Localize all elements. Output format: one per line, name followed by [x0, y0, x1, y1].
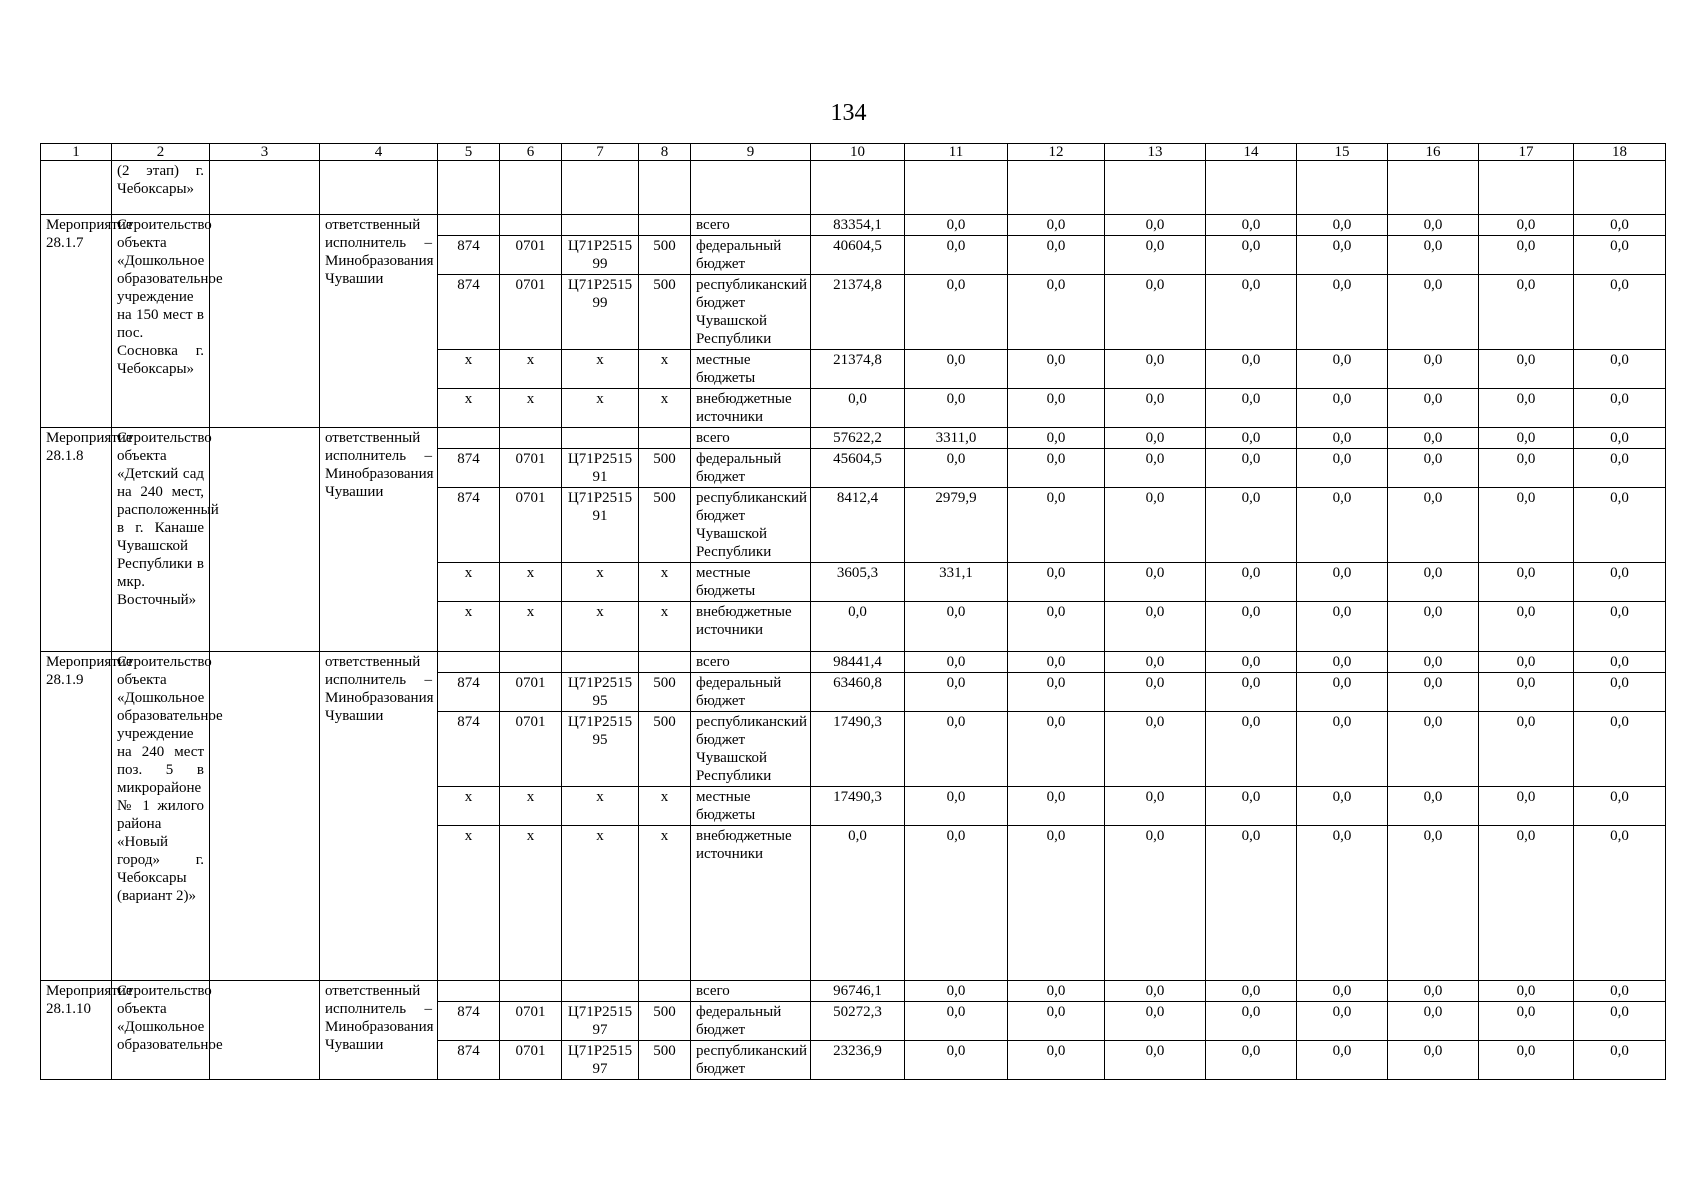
value-col-17: 0,0	[1479, 602, 1574, 652]
value-col-14: 0,0	[1206, 563, 1297, 602]
value-col-18: 0,0	[1574, 787, 1666, 826]
measure-col3	[210, 981, 320, 1080]
value-col-12: 0,0	[1008, 563, 1105, 602]
measure-col3	[210, 428, 320, 652]
column-header-15: 15	[1297, 144, 1388, 161]
value-col-15: 0,0	[1297, 981, 1388, 1002]
value-col-15: 0,0	[1297, 275, 1388, 350]
value-col-18: 0,0	[1574, 563, 1666, 602]
value-col-12: 0,0	[1008, 488, 1105, 563]
code-c5: 874	[438, 1041, 500, 1080]
code-c5: x	[438, 563, 500, 602]
code-c7: Ц71P251595	[562, 673, 639, 712]
value-col-13: 0,0	[1105, 787, 1206, 826]
table-row	[41, 981, 1666, 1002]
funding-source: внебюджетные источники	[691, 389, 811, 428]
code-c6: 0701	[500, 1002, 562, 1041]
value-col-15: 0,0	[1297, 826, 1388, 981]
page-number: 134	[830, 100, 867, 126]
code-c6: 0701	[500, 1041, 562, 1080]
value-col-11: 0,0	[905, 215, 1008, 236]
value-col-17: 0,0	[1479, 787, 1574, 826]
value-col-13: 0,0	[1105, 449, 1206, 488]
code-c8: 500	[639, 712, 691, 787]
value-col-16: 0,0	[1388, 215, 1479, 236]
value-col-18: 0,0	[1574, 826, 1666, 981]
column-header-6: 6	[500, 144, 562, 161]
code-c6: x	[500, 602, 562, 652]
code-c7: Ц71P251597	[562, 1041, 639, 1080]
value-col-13: 0,0	[1105, 350, 1206, 389]
measure-name: Строительство объекта «Дошкольное образовательное учреждение на 150 мест в пос. Сосновка г. Чебоксары»	[112, 215, 210, 428]
value-col-15: 0,0	[1297, 652, 1388, 673]
code-c6: x	[500, 563, 562, 602]
value-col-14: 0,0	[1206, 787, 1297, 826]
value-col-17: 0,0	[1479, 236, 1574, 275]
code-c5	[438, 215, 500, 236]
value-col-10: 96746,1	[811, 981, 905, 1002]
code-c6	[500, 428, 562, 449]
value-col-12: 0,0	[1008, 652, 1105, 673]
value-col-15: 0,0	[1297, 787, 1388, 826]
value-col-16: 0,0	[1388, 1002, 1479, 1041]
value-col-11: 0,0	[905, 787, 1008, 826]
value-col-18: 0,0	[1574, 673, 1666, 712]
code-c5: 874	[438, 1002, 500, 1041]
value-col-18: 0,0	[1574, 652, 1666, 673]
code-c8: 500	[639, 1002, 691, 1041]
value-col-16: 0,0	[1388, 1041, 1479, 1080]
value-col-16: 0,0	[1388, 981, 1479, 1002]
code-c8: 500	[639, 275, 691, 350]
value-col-15: 0,0	[1297, 1041, 1388, 1080]
value-col-16: 0,0	[1388, 563, 1479, 602]
value-col-15: 0,0	[1297, 488, 1388, 563]
code-c5	[438, 428, 500, 449]
measure-id: Мероприятие 28.1.9	[41, 652, 112, 981]
value-col-11: 0,0	[905, 1041, 1008, 1080]
code-c6: 0701	[500, 449, 562, 488]
value-col-12: 0,0	[1008, 236, 1105, 275]
value-col-11: 0,0	[905, 826, 1008, 981]
value-col-18: 0,0	[1574, 712, 1666, 787]
value-col-11: 0,0	[905, 712, 1008, 787]
code-c5: 874	[438, 236, 500, 275]
value-col-12: 0,0	[1008, 389, 1105, 428]
value-col-13: 0,0	[1105, 389, 1206, 428]
code-c7	[562, 215, 639, 236]
value-col-14: 0,0	[1206, 236, 1297, 275]
code-c6	[500, 981, 562, 1002]
value-col-17: 0,0	[1479, 1002, 1574, 1041]
value-col-14: 0,0	[1206, 826, 1297, 981]
code-c5: x	[438, 389, 500, 428]
code-c8: x	[639, 563, 691, 602]
measure-name: Строительство объекта «Детский сад на 240 мест, расположенный в г. Канаше Чувашской Республики в мкр. Восточный»	[112, 428, 210, 652]
code-c7: Ц71P251599	[562, 236, 639, 275]
measure-id: Мероприятие 28.1.10	[41, 981, 112, 1080]
value-col-10: 0,0	[811, 826, 905, 981]
value-col-15: 0,0	[1297, 428, 1388, 449]
column-header-10: 10	[811, 144, 905, 161]
value-col-15: 0,0	[1297, 236, 1388, 275]
code-c7: Ц71P251599	[562, 275, 639, 350]
code-c7: x	[562, 563, 639, 602]
value-col-15: 0,0	[1297, 215, 1388, 236]
code-c8: x	[639, 787, 691, 826]
value-col-11: 0,0	[905, 673, 1008, 712]
column-header-5: 5	[438, 144, 500, 161]
value-col-13: 0,0	[1105, 1002, 1206, 1041]
column-header-16: 16	[1388, 144, 1479, 161]
funding-source: всего	[691, 652, 811, 673]
column-header-2: 2	[112, 144, 210, 161]
value-col-10: 23236,9	[811, 1041, 905, 1080]
value-col-10: 40604,5	[811, 236, 905, 275]
measure-name: Строительство объекта «Дошкольное образовательное учреждение на 240 мест поз. 5 в микрорайоне № 1 жилого района «Новый город» г. Чебоксары (вариант 2)»	[112, 652, 210, 981]
code-c7	[562, 428, 639, 449]
column-header-12: 12	[1008, 144, 1105, 161]
value-col-10: 63460,8	[811, 673, 905, 712]
value-col-11: 0,0	[905, 652, 1008, 673]
value-col-13: 0,0	[1105, 488, 1206, 563]
column-header-1: 1	[41, 144, 112, 161]
funding-source: внебюджетные источники	[691, 602, 811, 652]
value-col-15: 0,0	[1297, 602, 1388, 652]
value-col-18: 0,0	[1574, 428, 1666, 449]
value-col-11: 0,0	[905, 449, 1008, 488]
funding-source: всего	[691, 215, 811, 236]
measure-executor: ответственный исполнитель – Минобразования Чувашии	[320, 428, 438, 652]
value-col-10: 21374,8	[811, 350, 905, 389]
value-col-12: 0,0	[1008, 1002, 1105, 1041]
value-col-15: 0,0	[1297, 1002, 1388, 1041]
code-c8: 500	[639, 449, 691, 488]
code-c6: x	[500, 389, 562, 428]
code-c5: 874	[438, 712, 500, 787]
value-col-15: 0,0	[1297, 563, 1388, 602]
header-row	[41, 144, 1666, 161]
column-header-11: 11	[905, 144, 1008, 161]
value-col-12: 0,0	[1008, 428, 1105, 449]
code-c8: x	[639, 350, 691, 389]
value-col-15: 0,0	[1297, 673, 1388, 712]
funding-source: федеральный бюджет	[691, 1002, 811, 1041]
value-col-12: 0,0	[1008, 449, 1105, 488]
code-c5: 874	[438, 275, 500, 350]
code-c8: 500	[639, 1041, 691, 1080]
code-c8	[639, 981, 691, 1002]
value-col-17: 0,0	[1479, 712, 1574, 787]
code-c6	[500, 215, 562, 236]
value-col-10: 45604,5	[811, 449, 905, 488]
value-col-10: 17490,3	[811, 712, 905, 787]
value-col-11: 331,1	[905, 563, 1008, 602]
code-c7	[562, 652, 639, 673]
value-col-15: 0,0	[1297, 712, 1388, 787]
code-c5: x	[438, 350, 500, 389]
value-col-18: 0,0	[1574, 1041, 1666, 1080]
value-col-16: 0,0	[1388, 275, 1479, 350]
code-c5: 874	[438, 673, 500, 712]
funding-source: всего	[691, 981, 811, 1002]
code-c8: x	[639, 602, 691, 652]
code-c6	[500, 652, 562, 673]
value-col-13: 0,0	[1105, 236, 1206, 275]
value-col-11: 2979,9	[905, 488, 1008, 563]
measure-executor: ответственный исполнитель – Минобразования Чувашии	[320, 652, 438, 981]
code-c8	[639, 215, 691, 236]
value-col-18: 0,0	[1574, 275, 1666, 350]
column-header-9: 9	[691, 144, 811, 161]
value-col-12: 0,0	[1008, 215, 1105, 236]
column-header-18: 18	[1574, 144, 1666, 161]
value-col-18: 0,0	[1574, 236, 1666, 275]
measure-id: Мероприятие 28.1.8	[41, 428, 112, 652]
funding-source: федеральный бюджет	[691, 449, 811, 488]
value-col-18: 0,0	[1574, 602, 1666, 652]
value-col-14: 0,0	[1206, 602, 1297, 652]
value-col-17: 0,0	[1479, 673, 1574, 712]
value-col-17: 0,0	[1479, 449, 1574, 488]
value-col-10: 0,0	[811, 602, 905, 652]
code-c7	[562, 981, 639, 1002]
value-col-17: 0,0	[1479, 826, 1574, 981]
measure-id: Мероприятие 28.1.7	[41, 215, 112, 428]
measure-col3	[210, 652, 320, 981]
value-col-11: 0,0	[905, 1002, 1008, 1041]
code-c7: x	[562, 826, 639, 981]
value-col-10: 83354,1	[811, 215, 905, 236]
budget-table	[40, 143, 1666, 1080]
funding-source: федеральный бюджет	[691, 236, 811, 275]
value-col-17: 0,0	[1479, 428, 1574, 449]
funding-source: внебюджетные источники	[691, 826, 811, 981]
code-c8	[639, 652, 691, 673]
table-row	[41, 215, 1666, 236]
value-col-10: 0,0	[811, 389, 905, 428]
code-c7: Ц71P251591	[562, 488, 639, 563]
value-col-18: 0,0	[1574, 488, 1666, 563]
value-col-17: 0,0	[1479, 488, 1574, 563]
column-header-17: 17	[1479, 144, 1574, 161]
funding-source: местные бюджеты	[691, 350, 811, 389]
code-c8: 500	[639, 673, 691, 712]
funding-source: федеральный бюджет	[691, 673, 811, 712]
measure-name: Строительство объекта «Дошкольное образовательное	[112, 981, 210, 1080]
value-col-17: 0,0	[1479, 1041, 1574, 1080]
value-col-12: 0,0	[1008, 981, 1105, 1002]
value-col-12: 0,0	[1008, 712, 1105, 787]
code-c8: 500	[639, 236, 691, 275]
funding-source: республиканский бюджет Чувашской Республики	[691, 488, 811, 563]
funding-source: республиканский бюджет	[691, 1041, 811, 1080]
code-c5: x	[438, 602, 500, 652]
code-c6: 0701	[500, 673, 562, 712]
value-col-12: 0,0	[1008, 787, 1105, 826]
value-col-14: 0,0	[1206, 488, 1297, 563]
value-col-13: 0,0	[1105, 981, 1206, 1002]
funding-source: республиканский бюджет Чувашской Республики	[691, 712, 811, 787]
value-col-15: 0,0	[1297, 449, 1388, 488]
value-col-10: 8412,4	[811, 488, 905, 563]
code-c7: x	[562, 389, 639, 428]
value-col-16: 0,0	[1388, 712, 1479, 787]
value-col-14: 0,0	[1206, 1002, 1297, 1041]
value-col-12: 0,0	[1008, 826, 1105, 981]
code-c6: 0701	[500, 236, 562, 275]
code-c6: x	[500, 826, 562, 981]
value-col-10: 57622,2	[811, 428, 905, 449]
value-col-11: 0,0	[905, 389, 1008, 428]
value-col-10: 21374,8	[811, 275, 905, 350]
value-col-16: 0,0	[1388, 673, 1479, 712]
value-col-12: 0,0	[1008, 275, 1105, 350]
code-c7: x	[562, 350, 639, 389]
funding-source: всего	[691, 428, 811, 449]
value-col-17: 0,0	[1479, 350, 1574, 389]
measure-executor: ответственный исполнитель – Минобразования Чувашии	[320, 215, 438, 428]
code-c5: x	[438, 787, 500, 826]
value-col-14: 0,0	[1206, 428, 1297, 449]
value-col-17: 0,0	[1479, 275, 1574, 350]
value-col-13: 0,0	[1105, 1041, 1206, 1080]
table-row	[41, 652, 1666, 673]
value-col-11: 0,0	[905, 236, 1008, 275]
code-c6: 0701	[500, 488, 562, 563]
value-col-10: 3605,3	[811, 563, 905, 602]
code-c6: x	[500, 350, 562, 389]
code-c7: x	[562, 787, 639, 826]
value-col-10: 17490,3	[811, 787, 905, 826]
column-header-7: 7	[562, 144, 639, 161]
code-c5: 874	[438, 449, 500, 488]
value-col-14: 0,0	[1206, 981, 1297, 1002]
value-col-16: 0,0	[1388, 652, 1479, 673]
funding-source: республиканский бюджет Чувашской Республики	[691, 275, 811, 350]
value-col-13: 0,0	[1105, 428, 1206, 449]
value-col-18: 0,0	[1574, 389, 1666, 428]
value-col-13: 0,0	[1105, 602, 1206, 652]
code-c7: Ц71P251591	[562, 449, 639, 488]
value-col-11: 3311,0	[905, 428, 1008, 449]
value-col-14: 0,0	[1206, 350, 1297, 389]
value-col-13: 0,0	[1105, 826, 1206, 981]
value-col-11: 0,0	[905, 350, 1008, 389]
value-col-18: 0,0	[1574, 981, 1666, 1002]
value-col-13: 0,0	[1105, 673, 1206, 712]
value-col-10: 50272,3	[811, 1002, 905, 1041]
value-col-13: 0,0	[1105, 712, 1206, 787]
code-c8: x	[639, 389, 691, 428]
value-col-14: 0,0	[1206, 652, 1297, 673]
code-c7: x	[562, 602, 639, 652]
measure-executor: ответственный исполнитель – Минобразования Чувашии	[320, 981, 438, 1080]
value-col-13: 0,0	[1105, 563, 1206, 602]
value-col-11: 0,0	[905, 981, 1008, 1002]
continuation-name: (2 этап) г. Чебоксары»	[112, 161, 210, 215]
value-col-14: 0,0	[1206, 449, 1297, 488]
value-col-14: 0,0	[1206, 389, 1297, 428]
column-header-13: 13	[1105, 144, 1206, 161]
value-col-16: 0,0	[1388, 488, 1479, 563]
code-c5: x	[438, 826, 500, 981]
value-col-13: 0,0	[1105, 275, 1206, 350]
value-col-16: 0,0	[1388, 449, 1479, 488]
value-col-15: 0,0	[1297, 389, 1388, 428]
value-col-14: 0,0	[1206, 1041, 1297, 1080]
column-header-4: 4	[320, 144, 438, 161]
value-col-18: 0,0	[1574, 350, 1666, 389]
value-col-16: 0,0	[1388, 787, 1479, 826]
table-row	[41, 428, 1666, 449]
funding-source: местные бюджеты	[691, 787, 811, 826]
value-col-17: 0,0	[1479, 652, 1574, 673]
column-header-3: 3	[210, 144, 320, 161]
column-header-8: 8	[639, 144, 691, 161]
value-col-16: 0,0	[1388, 236, 1479, 275]
code-c6: 0701	[500, 275, 562, 350]
code-c5	[438, 652, 500, 673]
code-c7: Ц71P251595	[562, 712, 639, 787]
code-c8	[639, 428, 691, 449]
value-col-14: 0,0	[1206, 712, 1297, 787]
code-c8: 500	[639, 488, 691, 563]
code-c7: Ц71P251597	[562, 1002, 639, 1041]
value-col-12: 0,0	[1008, 1041, 1105, 1080]
value-col-16: 0,0	[1388, 350, 1479, 389]
funding-source: местные бюджеты	[691, 563, 811, 602]
value-col-14: 0,0	[1206, 673, 1297, 712]
value-col-14: 0,0	[1206, 215, 1297, 236]
value-col-16: 0,0	[1388, 826, 1479, 981]
code-c5: 874	[438, 488, 500, 563]
code-c6: 0701	[500, 712, 562, 787]
value-col-10: 98441,4	[811, 652, 905, 673]
value-col-17: 0,0	[1479, 389, 1574, 428]
value-col-12: 0,0	[1008, 350, 1105, 389]
value-col-17: 0,0	[1479, 215, 1574, 236]
code-c5	[438, 981, 500, 1002]
value-col-18: 0,0	[1574, 1002, 1666, 1041]
value-col-18: 0,0	[1574, 215, 1666, 236]
value-col-13: 0,0	[1105, 215, 1206, 236]
value-col-11: 0,0	[905, 275, 1008, 350]
value-col-11: 0,0	[905, 602, 1008, 652]
value-col-15: 0,0	[1297, 350, 1388, 389]
value-col-16: 0,0	[1388, 428, 1479, 449]
column-header-14: 14	[1206, 144, 1297, 161]
value-col-14: 0,0	[1206, 275, 1297, 350]
value-col-17: 0,0	[1479, 981, 1574, 1002]
value-col-17: 0,0	[1479, 563, 1574, 602]
value-col-16: 0,0	[1388, 389, 1479, 428]
measure-col3	[210, 215, 320, 428]
continuation-row	[41, 161, 1666, 215]
code-c8: x	[639, 826, 691, 981]
value-col-12: 0,0	[1008, 602, 1105, 652]
table-body	[41, 144, 1666, 1080]
value-col-13: 0,0	[1105, 652, 1206, 673]
value-col-18: 0,0	[1574, 449, 1666, 488]
code-c6: x	[500, 787, 562, 826]
value-col-12: 0,0	[1008, 673, 1105, 712]
value-col-16: 0,0	[1388, 602, 1479, 652]
